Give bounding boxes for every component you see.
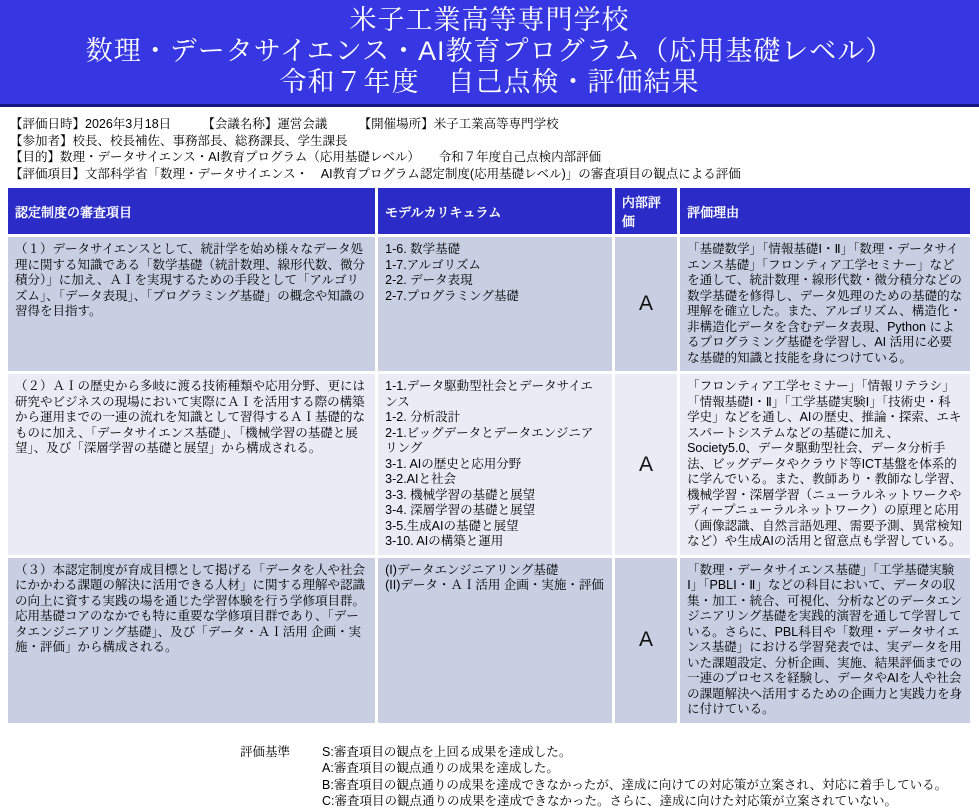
curriculum-line: 3-3. 機械学習の基礎と展望: [385, 487, 536, 502]
report-title: 令和７年度 自己点検・評価結果: [279, 67, 700, 97]
criteria-line-c: C:審査項目の観点通りの成果を達成できなかった。さらに、達成に向けた対応策が立案されていない。: [322, 794, 898, 808]
curriculum-line: 1-1.データ駆動型社会とデータサイエンス: [385, 379, 593, 409]
col-header-review-item: 認定制度の審査項目: [8, 188, 375, 234]
review-item-cell: （２）ＡＩの歴史から多岐に渡る技術種類や応用分野、更には研究やビジネスの現場において実際にＡＩを活用する際の構築から運用までの一連の流れを知識として習得するＡＩ基礎的なものに加え、「データサイエンス基礎」、「機械学習の基礎と展望」、及び「深層学習の基礎と展望」から構成される。: [8, 374, 375, 555]
evaluation-table: [5, 185, 973, 726]
curriculum-cell: [378, 374, 612, 555]
school-name: 米子工業高等専門学校: [349, 5, 630, 35]
curriculum-line: 3-1. AIの歴史と応用分野: [385, 456, 522, 471]
meta-purpose: 【目的】数理・データサイエンス・AI教育プログラム（応用基礎レベル） 令和７年度自己点検内部評価: [10, 150, 602, 164]
criteria-line-s: S:審査項目の観点を上回る成果を達成した。: [322, 744, 572, 759]
title-banner: [0, 0, 979, 107]
curriculum-line: 3-5.生成AIの基礎と展望: [385, 518, 519, 533]
curriculum-line: 3-2.AIと社会: [385, 472, 456, 486]
curriculum-line: 3-4. 深層学習の基礎と展望: [385, 503, 536, 517]
table-header-row: [8, 188, 970, 234]
col-header-rating-reason: 評価理由: [680, 188, 970, 234]
curriculum-cell: [378, 558, 612, 723]
criteria-label: 評価基準: [240, 744, 291, 759]
col-header-model-curriculum: モデルカリキュラム: [378, 188, 612, 234]
curriculum-line: 1-2. 分析設計: [385, 410, 461, 424]
table-row-1: [8, 237, 970, 371]
curriculum-line: 1-6. 数学基礎: [385, 242, 461, 256]
table-row-2: [8, 374, 970, 555]
program-name: 数理・データサイエンス・AI教育プログラム（応用基礎レベル）: [85, 36, 894, 66]
criteria-lines: [322, 744, 947, 810]
reason-cell: 「基礎数学」「情報基礎Ⅰ・Ⅱ」「数理・データサイエンス基礎」「フロンティア工学セミナー」などを通して、統計数理・線形代数・微分積分などの数学基礎を修得し、データ処理のための基礎的な理解を確立した。また、アルゴリズム、構造化・非構造化データを含むデータ表現、Python によるプログラミング基礎を学習し、AI 活用に必要な基礎的知識と技能を身につけている。: [680, 237, 970, 371]
criteria-line-b: B:審査項目の観点通りの成果を達成できなかったが、達成に向けての対応策が立案され、対応に着手している。: [322, 777, 948, 792]
curriculum-line: 1-7.アルゴリズム: [385, 257, 481, 272]
meta-evaluation-items: 【評価項目】文部科学省「数理・データサイエンス・ AI教育プログラム認定制度(応用基礎レベル)」の審査項目の観点による評価: [10, 166, 741, 181]
criteria-section: [240, 744, 979, 810]
curriculum-line: (II)データ・ＡＩ活用 企画・実施・評価: [385, 578, 604, 592]
review-item-cell: （１）データサイエンスとして、統計学を始め様々なデータ処理に関する知識である「数学基礎（統計数理、線形代数、微分積分）」に加え、ＡＩを実現するための手段として「アルゴリズム」、「データ表現」、「プログラミング基礎」の概念や知識の習得を目指す。: [8, 237, 375, 371]
rating-cell: A: [615, 374, 677, 555]
col-header-internal-rating: 内部評価: [615, 188, 677, 234]
curriculum-line: (I)データエンジニアリング基礎: [385, 562, 559, 577]
curriculum-line: 2-2. データ表現: [385, 273, 473, 287]
review-item-cell: （３）本認定制度が育成目標として掲げる「データを人や社会にかかわる課題の解決に活用できる人材」に関する理解や認識の向上に資する実践の場を通じた学習体験を行う学修項目群。応用基礎コアのなかでも特に重要な学修項目群であり、「データエンジニアリング基礎」、及び「データ・ＡＩ活用 企画・実施・評価」から構成される。: [8, 558, 375, 723]
reason-cell: 「数理・データサイエンス基礎」「工学基礎実験Ⅰ」「PBLⅠ・Ⅱ」などの科目において、データの収集・加工・統合、可視化、分析などのデータエンジニアリング基礎を実践的演習を通して学習している。さらに、PBL科目や「数理・データサイエンス基礎」における学習発表では、実データを用いた課題設定、分析企画、実施、結果評価までの一連のプロセスを経験し、データやAIを人や社会の課題解決へ活用するための企画力と実践力を身に付けている。: [680, 558, 970, 723]
curriculum-line: 3-10. AIの構築と運用: [385, 534, 504, 548]
curriculum-line: 2-7.プログラミング基礎: [385, 288, 519, 303]
meta-participants: 【参加者】校長、校長補佐、事務部長、総務課長、学生課長: [10, 133, 348, 148]
rating-cell: A: [615, 237, 677, 371]
table-row-3: [8, 558, 970, 723]
curriculum-line: 2-1.ビッグデータとデータエンジニアリング: [385, 425, 594, 455]
reason-cell: 「フロンティア工学セミナー」「情報リテラシ」「情報基礎Ⅰ・Ⅱ」「工学基礎実験Ⅰ」「技術史・科学史」などを通し、AIの歴史、推論・探索、エキスパートシステムなどの基礎に加え、Society5.0、データ駆動型社会、データ分析手法、ビッグデータやクラウド等ICT基盤を体系的に学んでいる。また、教師あり・教師なし学習、機械学習・深層学習（ニューラルネットワークやディープニューラルネットワーク）の原理と応用（画像認識、自然言語処理、需要予測、異常検知など）や生成AIの活用と留意点も学習している。: [680, 374, 970, 555]
curriculum-cell: [378, 237, 612, 371]
criteria-line-a: A:審査項目の観点通りの成果を達成した。: [322, 761, 559, 775]
meta-info: [10, 116, 979, 182]
meta-date-meeting-place: 【評価日時】2026年3月18日 【会議名称】運営会議 【開催場所】米子工業高等専門学校: [10, 117, 559, 131]
rating-cell: A: [615, 558, 677, 723]
